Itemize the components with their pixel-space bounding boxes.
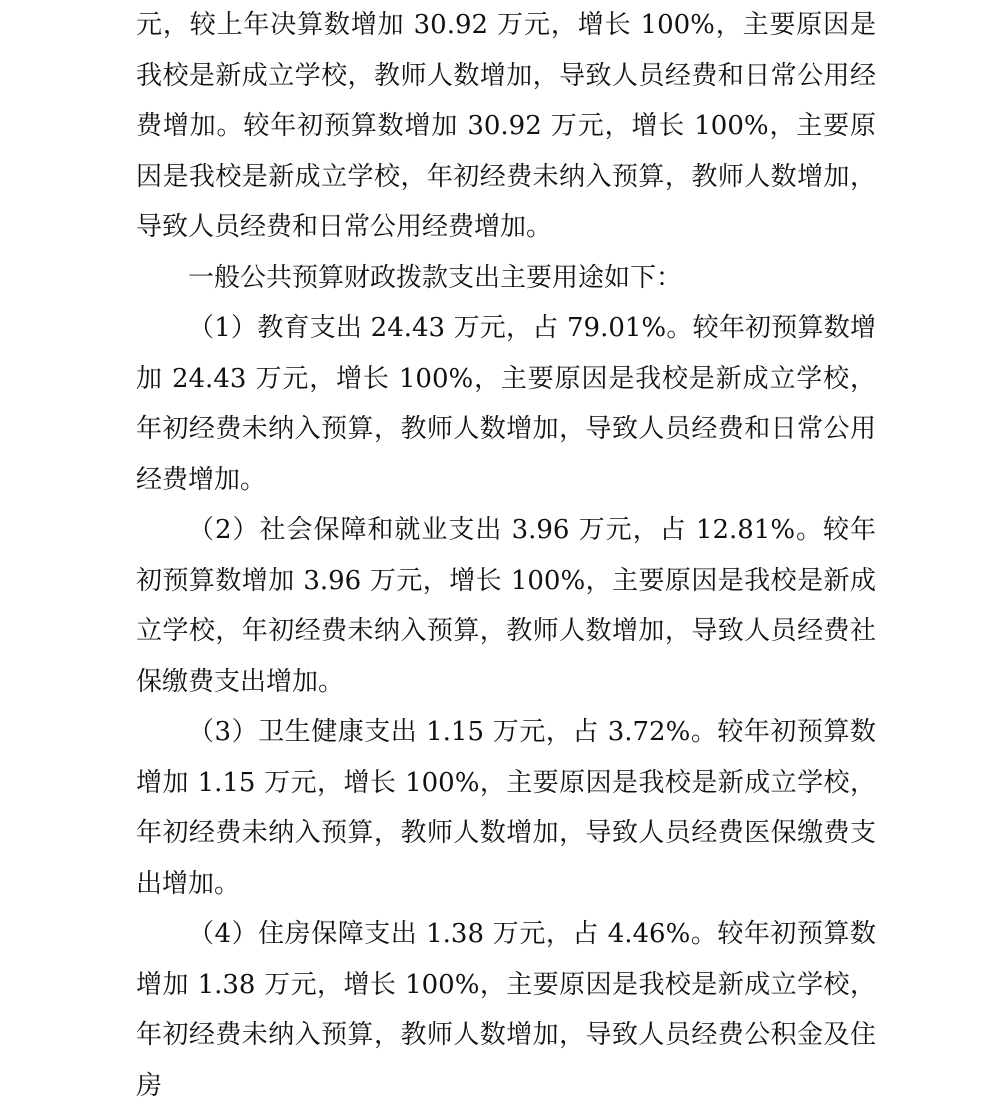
paragraph-housing-expense: （4）住房保障支出 1.38 万元，占 4.46%。较年初预算数增加 1.38 万元，增长 100%，主要原因是我校是新成立学校，年初经费未纳入预算，教师人数增加，导致人员经费公积金及住房 bbox=[136, 919, 876, 1101]
paragraph-health-expense: （3）卫生健康支出 1.15 万元，占 3.72%。较年初预算数增加 1.15 万元，增长 100%，主要原因是我校是新成立学校，年初经费未纳入预算，教师人数增加，导致人员经费医保缴费支出增加。 bbox=[136, 717, 876, 899]
document-page bbox=[136, 0, 876, 1101]
paragraph-purpose-intro: 一般公共预算财政拨款支出主要用途如下： bbox=[188, 262, 683, 293]
paragraph-social-security-expense: （2）社会保障和就业支出 3.96 万元，占 12.81%。较年初预算数增加 3.96 万元，增长 100%，主要原因是我校是新成立学校，年初经费未纳入预算，教师人数增加，导致人员经费社保缴费支出增加。 bbox=[136, 515, 876, 697]
paragraph-continuation: 元，较上年决算数增加 30.92 万元，增长 100%，主要原因是我校是新成立学校，教师人数增加，导致人员经费和日常公用经费增加。较年初预算数增加 30.92 万元，增长 100%，主要原因是我校是新成立学校，年初经费未纳入预算，教师人数增加，导致人员经费和日常公用经费增加。 bbox=[136, 10, 876, 242]
paragraph-education-expense: （1）教育支出 24.43 万元，占 79.01%。较年初预算数增加 24.43 万元，增长 100%，主要原因是我校是新成立学校，年初经费未纳入预算，教师人数增加，导致人员经费和日常公用经费增加。 bbox=[136, 313, 876, 495]
